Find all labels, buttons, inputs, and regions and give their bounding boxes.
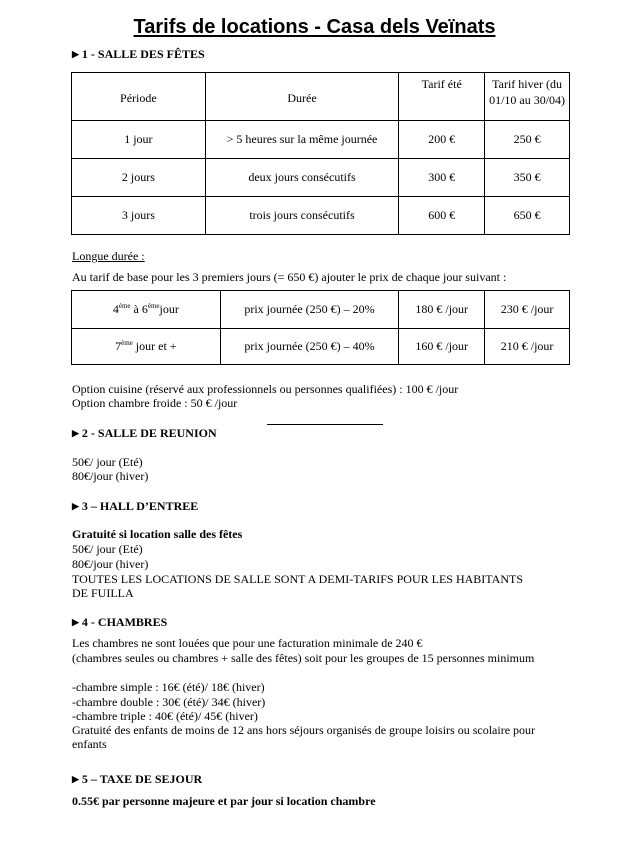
table-row [72, 291, 570, 329]
chambre-double: -chambre double : 30€ (été)/ 34€ (hiver) [72, 695, 266, 709]
section-heading-salle-des-fetes: ▶ 1 - SALLE DES FÊTES [72, 47, 205, 61]
triangle-bullet-icon: ▶ [72, 617, 79, 627]
table-row [72, 329, 570, 365]
table-header-tarif-ete: Tarif été [399, 73, 485, 121]
hall-gratuite: Gratuité si location salle des fêtes [72, 527, 243, 541]
demi-tarif-notice-cont: DE FUILLA [72, 586, 134, 600]
cell-duree: prix journée (250 €) – 40% [220, 329, 399, 365]
cell-hiver: 210 € /jour [485, 329, 570, 365]
cell-hiver: 250 € [485, 121, 570, 159]
table-row [72, 121, 570, 159]
chambre-simple: -chambre simple : 16€ (été)/ 18€ (hiver) [72, 680, 265, 694]
section-heading-salle-de-reunion: ▶ 2 - SALLE DE REUNION [72, 426, 217, 440]
cell-duree: prix journée (250 €) – 20% [220, 291, 399, 329]
tarif-table [71, 72, 570, 235]
cell-ete: 300 € [399, 159, 485, 197]
cell-periode: 7ème jour et + [72, 329, 221, 365]
longue-duree-label: Longue durée : [72, 249, 145, 263]
cell-ete: 160 € /jour [399, 329, 485, 365]
gratuite-enfants-cont: enfants [72, 737, 107, 751]
hall-tarif-ete: 50€/ jour (Eté) [72, 542, 143, 556]
hall-tarif-hiver: 80€/jour (hiver) [72, 557, 149, 571]
cell-periode: 1 jour [72, 121, 206, 159]
longue-duree-text: Au tarif de base pour les 3 premiers jours (= 650 €) ajouter le prix de chaque jour suivant : [72, 270, 507, 284]
table-header-duree: Durée [205, 73, 399, 121]
page-title: Tarifs de locations - Casa dels Veïnats [133, 16, 496, 38]
table-header-periode: Période [72, 73, 206, 121]
triangle-bullet-icon: ▶ [72, 501, 79, 511]
divider [267, 424, 383, 425]
chambres-groupes: (chambres seules ou chambres + salle des fêtes) soit pour les groupes de 15 personnes minimum [72, 651, 535, 665]
longue-duree-table [71, 290, 570, 365]
chambre-triple: -chambre triple : 40€ (été)/ 45€ (hiver) [72, 709, 258, 723]
cell-ete: 200 € [399, 121, 485, 159]
table-row [72, 197, 570, 235]
cell-duree: trois jours consécutifs [205, 197, 399, 235]
table-row [72, 159, 570, 197]
option-chambre-froide: Option chambre froide : 50 € /jour [72, 396, 238, 410]
section-heading-hall-entree: ▶ 3 – HALL D’ENTREE [72, 499, 199, 513]
demi-tarif-notice: TOUTES LES LOCATIONS DE SALLE SONT A DEMI-TARIFS POUR LES HABITANTS [72, 572, 523, 586]
cell-periode: 4ème à 6èmejour [72, 291, 221, 329]
chambres-facturation: Les chambres ne sont louées que pour une facturation minimale de 240 € [72, 636, 423, 650]
triangle-bullet-icon: ▶ [72, 49, 79, 59]
cell-duree: > 5 heures sur la même journée [205, 121, 399, 159]
triangle-bullet-icon: ▶ [72, 774, 79, 784]
cell-duree: deux jours consécutifs [205, 159, 399, 197]
cell-periode: 3 jours [72, 197, 206, 235]
gratuite-enfants: Gratuité des enfants de moins de 12 ans hors séjours organisés de groupe loisirs ou scolaire pour [72, 723, 536, 737]
cell-hiver: 230 € /jour [485, 291, 570, 329]
cell-hiver: 350 € [485, 159, 570, 197]
section-heading-taxe-de-sejour: ▶ 5 – TAXE DE SEJOUR [72, 772, 203, 786]
reunion-tarif-ete: 50€/ jour (Eté) [72, 455, 143, 469]
cell-hiver: 650 € [485, 197, 570, 235]
cell-ete: 180 € /jour [399, 291, 485, 329]
option-cuisine: Option cuisine (réservé aux professionnels ou personnes qualifiées) : 100 € /jour [72, 382, 459, 396]
table-header-tarif-hiver: Tarif hiver (du 01/10 au 30/04) [485, 73, 570, 121]
section-heading-chambres: ▶ 4 - CHAMBRES [72, 615, 168, 629]
reunion-tarif-hiver: 80€/jour (hiver) [72, 469, 149, 483]
taxe-sejour-text: 0.55€ par personne majeure et par jour si location chambre [72, 794, 376, 808]
cell-ete: 600 € [399, 197, 485, 235]
triangle-bullet-icon: ▶ [72, 428, 79, 438]
cell-periode: 2 jours [72, 159, 206, 197]
